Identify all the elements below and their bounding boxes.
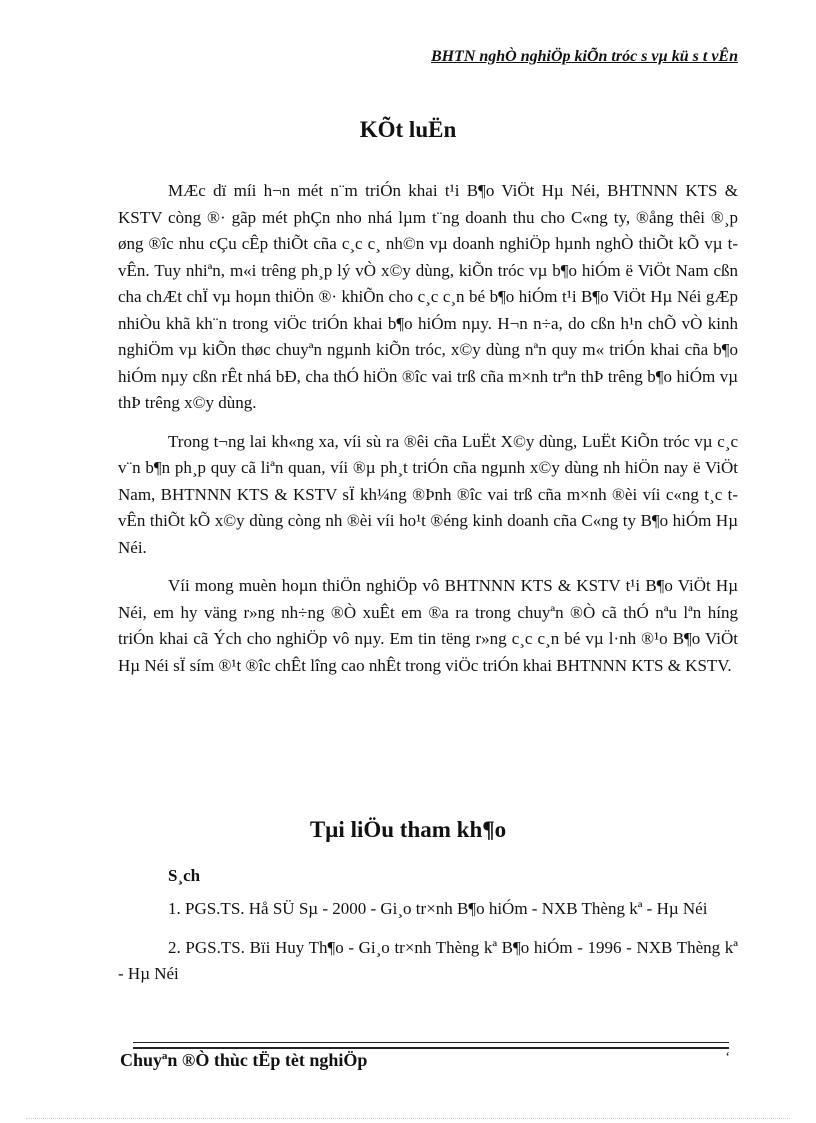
running-header: BHTN nghÒ nghiÖp kiÕn tróc s vµ kü s t vÊn	[430, 48, 738, 65]
reference-item: 2. PGS.TS. Bïi Huy Th¶o - Gi¸o tr×nh Thèng kª B¶o hiÓm - 1996 - NXB Thèng kª - Hµ Néi	[118, 937, 738, 983]
conclusion-paragraph: Víi mong muèn hoµn thiÖn nghiÖp vô BHTNNN KTS & KSTV t¹i B¶o ViÖt Hµ Néi, em hy väng r»ng nh÷ng ®Ò xuÊt em ®a ra trong chuyªn ®Ò cã thÓ nªu lªn híng triÓn khai cã Ých cho nghiÖp vô nµy. Em tin tëng r»ng c¸c c¸n bé vµ l·nh ®¹o B¶o ViÖt Hµ Néi sÏ sím ®¹t ®îc chÊt lîng cao nhÊt trong viÖc triÓn khai BHTNNN KTS & KSTV.	[118, 576, 738, 675]
conclusion-paragraph: MÆc dï míi h¬n mét n¨m triÓn khai t¹i B¶o ViÖt Hµ Néi, BHTNNN KTS & KSTV còng ®· gãp mét phÇn nho nhá lµm t¨ng doanh thu cho C«ng ty, ®ång thêi ®¸p øng ®îc nhu cÇu cÊp thiÕt cña c¸c c¸ nh©n vµ doanh nghiÖp hµnh nghÒ thiÕt kÕ vµ t vÊn. Tuy nhiªn, m«i trêng ph¸p lý vÒ x©y dùng, kiÕn tróc vµ b¶o hiÓm ë ViÖt Nam cßn cha chÆt chÏ vµ hoµn thiÖn ®· khiÕn cho c¸c c¸n bé b¶o hiÓm t¹i B¶o ViÖt Hµ Néi gÆp nhiÒu khã kh¨n trong viÖc triÓn khai b¶o hiÓm nµy. H¬n n÷a, do cßn h¹n chÕ vÒ kinh nghiÖm vµ kiÕn thøc chuyªn ngµnh kiÕn tróc, x©y dùng nªn quy m« triÓn khai cña b¶o hiÓm nµy cßn rÊt nhá bÐ, cha thÓ hiÖn ®îc vai trß cña m×nh trªn thÞ trêng b¶o hiÓm vµ thÞ trêng x©y dùng.	[118, 181, 738, 412]
references-body	[118, 866, 738, 1000]
running-footer	[120, 1050, 730, 1071]
references-title: Tµi liÖu tham kh¶o	[309, 817, 507, 842]
footer-text: Chuyªn ®Ò thùc tËp tèt nghiÖp	[120, 1050, 368, 1070]
page-number: ‘	[725, 1050, 730, 1065]
conclusion-body	[118, 178, 738, 691]
references-section-label: S¸ch	[168, 866, 201, 885]
conclusion-paragraph: Trong t¬ng lai kh«ng xa, víi sù ra ®êi cña LuËt X©y dùng, LuËt KiÕn tróc vµ c¸c v¨n b¶n ph¸p quy cã liªn quan, víi ®µ ph¸t triÓn cña ngµnh x©y dùng nh hiÖn nay ë ViÖt Nam, BHTNNN KTS & KSTV sÏ kh¼ng ®Þnh ®îc vai trß cña m×nh ®èi víi c«ng t¸c t vÊn thiÕt kÕ x©y dùng còng nh ®èi víi ho¹t ®éng kinh doanh cña C«ng ty B¶o hiÓm Hµ Néi.	[118, 431, 738, 557]
reference-item: 1. PGS.TS. Hå SÜ Sµ - 2000 - Gi¸o tr×nh B¶o hiÓm - NXB Thèng kª - Hµ Néi	[168, 899, 708, 918]
page-edge-line	[26, 1118, 790, 1119]
conclusion-title: KÕt luËn	[359, 117, 457, 142]
footer-divider	[133, 1042, 729, 1049]
